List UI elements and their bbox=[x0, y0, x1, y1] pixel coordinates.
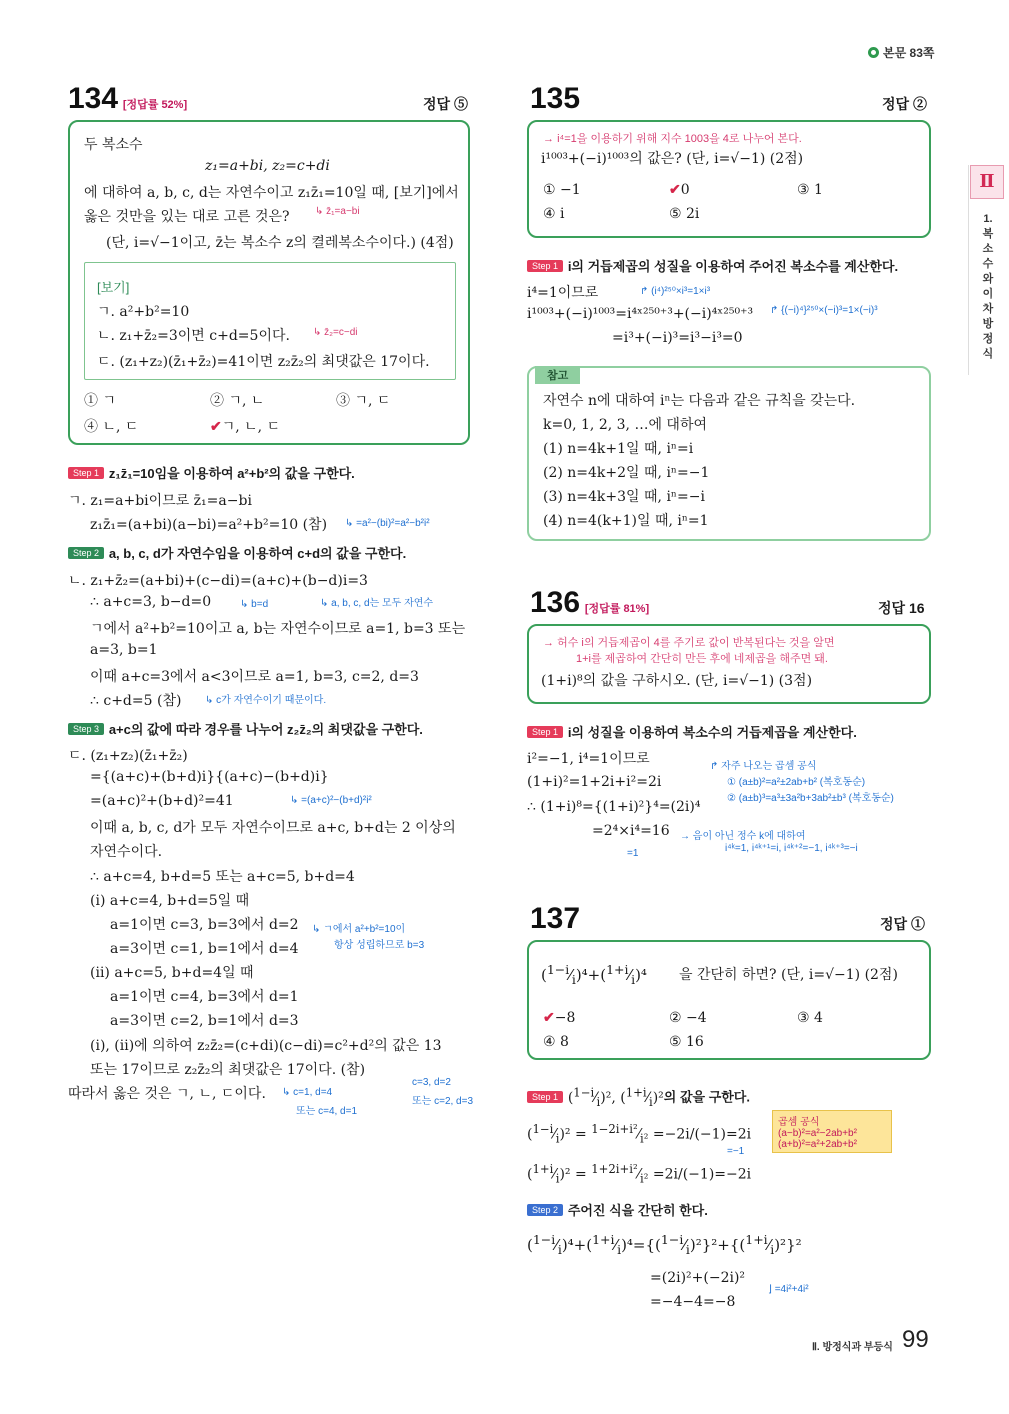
bogi-box bbox=[84, 262, 456, 380]
question-line: 옳은 것만을 있는 대로 고른 것은? bbox=[84, 209, 290, 225]
solution-line: =−4−4=−8 bbox=[650, 1294, 736, 1310]
hint-note: → i⁴=1을 이용하기 위해 지수 1003을 4로 나누어 본다. bbox=[543, 133, 802, 145]
step-2-heading: Step 2 주어진 식을 간단히 한다. bbox=[527, 1200, 708, 1219]
solution-line: $(^{1-i}⁄_i)^4+(^{1+i}⁄_i)^4=\{(^{1-i}⁄_i)^2\}^2+\{(^{1+i}⁄_i)^2\}^2$ bbox=[527, 1232, 802, 1257]
solution-note: ↳ a, b, c, d는 모두 자연수 bbox=[320, 598, 434, 609]
problem-135-box bbox=[527, 120, 931, 238]
bogi-item: ㄷ. (z₁+z₂)(z̄₁+z̄₂)=41이면 z₂z̄₂의 최댓값은 17이다. bbox=[97, 354, 430, 370]
choice-2[interactable]: ✔0 bbox=[669, 182, 690, 198]
solution-line: ∴ a+c=3, b−d=0 bbox=[90, 594, 212, 610]
solution-line: (ⅰ), (ⅱ)에 의하여 z₂z̄₂=(c+di)(c−di)=c²+d²의 값은 13 bbox=[90, 1038, 442, 1054]
circle-icon bbox=[868, 47, 879, 58]
problem-134-box bbox=[68, 120, 470, 445]
problem-number: 136 bbox=[530, 586, 581, 619]
solution-note: ① (a±b)²=a²±2ab+b² (복호동순) bbox=[727, 777, 866, 788]
solution-note: ↳ c=1, d=4 bbox=[282, 1087, 333, 1098]
solution-line: 자연수이다. bbox=[90, 844, 163, 860]
solution-note: ↳ b=d bbox=[240, 599, 269, 610]
question-line: (1+i)⁸의 값을 구하시오. (단, i=√−1) (3점) bbox=[541, 673, 813, 689]
problem-134-header bbox=[68, 82, 187, 116]
reference-line: (3) n=4k+3일 때, iⁿ=−i bbox=[543, 489, 705, 505]
chapter-tab[interactable]: Ⅱ bbox=[970, 165, 1004, 199]
correct-rate: [정답률 52%] bbox=[122, 99, 188, 111]
problem-136-box bbox=[527, 624, 931, 704]
choice-4[interactable]: ④ i bbox=[543, 206, 565, 222]
solution-line: $(^{1+i}⁄_i)^2$ = $^{1+2i+i^2}⁄_{i^2} =2i/(-1)=-2i$ bbox=[527, 1162, 752, 1186]
solution-line: (ⅰ) a+c=4, b+d=5일 때 bbox=[90, 893, 250, 909]
solution-note: ⌋ =4i²+4i² bbox=[768, 1284, 809, 1295]
solution-line: ∴ a+c=4, b+d=5 또는 a+c=5, b+d=4 bbox=[90, 869, 355, 885]
solution-line: ∴ c+d=5 (참) bbox=[90, 693, 182, 709]
choice-5[interactable]: ⑤ 16 bbox=[669, 1034, 704, 1050]
problem-number: 135 bbox=[530, 82, 581, 115]
choice-3[interactable]: ③ 1 bbox=[797, 182, 823, 198]
question-line: 에 대하여 a, b, c, d는 자연수이고 z₁z̄₁=10일 때, [보기]에서 bbox=[84, 185, 459, 201]
reference-box bbox=[527, 366, 931, 541]
answer-label: 정답 ⑤ bbox=[423, 96, 468, 112]
solution-line: z₁z̄₁=(a+bi)(a−bi)=a²+b²=10 (참) bbox=[90, 517, 328, 533]
reference-line: (4) n=4(k+1)일 때, iⁿ=1 bbox=[543, 513, 709, 529]
footer-section: Ⅱ. 방정식과 부등식 bbox=[812, 1342, 893, 1353]
answer-label: 정답 ① bbox=[880, 916, 925, 932]
solution-line: ㄱ. z₁=a+bi이므로 z̄₁=a−bi bbox=[68, 493, 252, 509]
solution-line: =(2i)²+(−2i)² bbox=[650, 1270, 746, 1286]
checkmark-icon: ✔ bbox=[210, 419, 222, 435]
solution-note: 또는 c=2, d=3 bbox=[412, 1096, 474, 1107]
solution-conclusion: 따라서 옳은 것은 ㄱ, ㄴ, ㄷ이다. bbox=[68, 1086, 266, 1102]
choice-1[interactable]: ① −1 bbox=[543, 182, 581, 198]
solution-note: =−1 bbox=[727, 1146, 745, 1157]
solution-line: ∴ (1+i)⁸={(1+i)²}⁴=(2i)⁴ bbox=[527, 799, 701, 815]
choice-2[interactable]: ② −4 bbox=[669, 1010, 707, 1026]
problem-number: 134 bbox=[68, 82, 119, 115]
correct-rate: [정답률 81%] bbox=[584, 603, 650, 615]
solution-note: 또는 c=4, d=1 bbox=[296, 1106, 358, 1117]
step-1-heading: Step 1 i의 거듭제곱의 성질을 이용하여 주어진 복소수를 계산한다. bbox=[527, 256, 898, 275]
hint-note: 1+i를 제곱하여 간단히 만든 후에 네제곱을 해주면 돼. bbox=[576, 653, 828, 665]
solution-note: ↱ (i⁴)²⁵⁰×i³=1×i³ bbox=[640, 286, 711, 297]
answer-label: 정답 16 bbox=[878, 600, 925, 616]
page-reference: 본문 83쪽 bbox=[868, 44, 934, 61]
hint-note: ↳ z̄₂=c−di bbox=[313, 327, 358, 338]
solution-note: ↳ =a²−(bi)²=a²−b²i² bbox=[345, 518, 430, 529]
question-line: 두 복소수 bbox=[84, 137, 143, 153]
step-1-heading: Step 1 z₁z̄₁=10임을 이용하여 a²+b²의 값을 구한다. bbox=[68, 463, 355, 482]
reference-line: (2) n=4k+2일 때, iⁿ=−1 bbox=[543, 465, 710, 481]
solution-note: 항상 성립하므로 b=3 bbox=[334, 940, 425, 951]
solution-note: i⁴ᵏ=1, i⁴ᵏ⁺¹=i, i⁴ᵏ⁺²=−1, i⁴ᵏ⁺³=−i bbox=[725, 843, 858, 854]
reference-line: (1) n=4k+1일 때, iⁿ=i bbox=[543, 441, 694, 457]
choice-3[interactable]: ③ ㄱ, ㄷ bbox=[336, 393, 391, 409]
solution-line: =i³+(−i)³=i³−i³=0 bbox=[612, 330, 743, 346]
solution-line: a=1이면 c=3, b=3에서 d=2 bbox=[110, 917, 299, 933]
reference-line: 자연수 n에 대하여 iⁿ는 다음과 같은 규칙을 갖는다. bbox=[543, 393, 856, 409]
choice-2[interactable]: ② ㄱ, ㄴ bbox=[210, 393, 265, 409]
reference-title: 참고 bbox=[535, 366, 580, 384]
solution-line: i⁴=1이므로 bbox=[527, 285, 599, 301]
solution-line: ㄷ. (z₁+z₂)(z̄₁+z̄₂) bbox=[68, 748, 188, 764]
solution-line: =2⁴×i⁴=16 bbox=[592, 823, 670, 839]
solution-line: i¹⁰⁰³+(−i)¹⁰⁰³=i⁴ˣ²⁵⁰⁺³+(−i)⁴ˣ²⁵⁰⁺³ bbox=[527, 306, 754, 322]
problem-number: 137 bbox=[530, 902, 581, 935]
bogi-item: ㄱ. a²+b²=10 bbox=[97, 304, 190, 320]
step-1-heading: Step 1 i의 성질을 이용하여 복소수의 거듭제곱을 계산한다. bbox=[527, 722, 857, 741]
solution-line: $(^{1-i}⁄_i)^2$ = $^{1-2i+i^2}⁄_{i^2} =-2i/(-1)=2i$ bbox=[527, 1122, 752, 1146]
choice-5[interactable]: ✔ㄱ, ㄴ, ㄷ bbox=[210, 419, 281, 435]
solution-note: ↳ c가 자연수이기 때문이다. bbox=[205, 695, 327, 706]
solution-note: ↳ ㄱ에서 a²+b²=10이 bbox=[312, 924, 406, 935]
bogi-item: ㄴ. z₁+z̄₂=3이면 c+d=5이다. bbox=[97, 328, 290, 344]
question-line: 을 간단히 하면? (단, i=√−1) (2점) bbox=[679, 967, 898, 983]
solution-line: 이때 a+c=3에서 a<3이므로 a=1, b=3, c=2, d=3 bbox=[90, 669, 419, 685]
step-2-heading: Step 2 a, b, c, d가 자연수임을 이용하여 c+d의 값을 구한다. bbox=[68, 543, 406, 562]
question-expression: $(^{1-i}⁄_i)^4+(^{1+i}⁄_i)^4$ bbox=[541, 962, 647, 987]
solution-line: i²=−1, i⁴=1이므로 bbox=[527, 751, 650, 767]
solution-note: ↱ {(−i)⁴}²⁵⁰×(−i)³=1×(−i)³ bbox=[770, 305, 878, 316]
choice-4[interactable]: ④ 8 bbox=[543, 1034, 569, 1050]
checkmark-icon: ✔ bbox=[543, 1010, 555, 1026]
solution-line: (ⅱ) a+c=5, b+d=4일 때 bbox=[90, 965, 254, 981]
solution-line: 이때 a, b, c, d가 모두 자연수이므로 a+c, b+d는 2 이상의 bbox=[90, 820, 456, 836]
question-condition: (단, i=√−1이고, z̄는 복소수 z의 켤레복소수이다.) (4점) bbox=[106, 235, 454, 251]
solution-note: c=3, d=2 bbox=[412, 1077, 451, 1088]
solution-note: ↳ =(a+c)²−(b+d)²i² bbox=[290, 795, 372, 806]
choice-4[interactable]: ④ ㄴ, ㄷ bbox=[84, 419, 139, 435]
problem-137-box bbox=[527, 940, 931, 1060]
page-number: 99 bbox=[902, 1326, 929, 1353]
formula-box: 곱셈 공식 (a−b)²=a²−2ab+b² (a+b)²=a²+2ab+b² bbox=[772, 1110, 892, 1153]
reference-line: k=0, 1, 2, 3, …에 대하여 bbox=[543, 417, 707, 433]
solution-line: a=3이면 c=2, b=1에서 d=3 bbox=[110, 1013, 299, 1029]
choice-5[interactable]: ⑤ 2i bbox=[669, 206, 700, 222]
choice-1[interactable]: ① ㄱ bbox=[84, 393, 116, 409]
problem-136-header bbox=[530, 586, 649, 620]
solution-line: (1+i)²=1+2i+i²=2i bbox=[527, 774, 662, 790]
solution-line: a=3이면 c=1, b=1에서 d=4 bbox=[110, 941, 299, 957]
solution-note: ② (a±b)³=a³±3a²b+3ab²±b³ (복호동순) bbox=[727, 793, 894, 804]
choice-3[interactable]: ③ 4 bbox=[797, 1010, 823, 1026]
solution-line: =(a+c)²+(b+d)²=41 bbox=[90, 793, 234, 809]
solution-line: ㄱ에서 a²+b²=10이고 a, b는 자연수이므로 a=1, b=3 또는 bbox=[90, 621, 466, 637]
chapter-label: 1. 복소수와 이차방정식 bbox=[982, 213, 994, 360]
solution-note: =1 bbox=[627, 848, 639, 859]
answer-label: 정답 ② bbox=[882, 96, 927, 112]
step-3-heading: Step 3 a+c의 값에 따라 경우를 나누어 z₂z̄₂의 최댓값을 구한다. bbox=[68, 719, 423, 738]
solution-line: ㄴ. z₁+z̄₂=(a+bi)+(c−di)=(a+c)+(b−d)i=3 bbox=[68, 573, 368, 589]
bogi-title: [보기] bbox=[97, 280, 130, 295]
checkmark-icon: ✔ bbox=[669, 182, 681, 198]
solution-note: ↱ 자주 나오는 곱셈 공식 bbox=[710, 761, 817, 772]
solution-line: a=1이면 c=4, b=3에서 d=1 bbox=[110, 989, 299, 1005]
choice-1[interactable]: ✔−8 bbox=[543, 1010, 576, 1026]
question-line: z₁=a+bi, z₂=c+di bbox=[205, 158, 330, 174]
solution-line: a=3, b=1 bbox=[90, 642, 158, 658]
step-1-heading: Step 1 $(^{1-i}⁄_i)^2$, $(^{1+i}⁄_i)^2$의 값을 구한다. bbox=[527, 1085, 750, 1108]
hint-note: ↳ z̄₁=a−bi bbox=[315, 206, 360, 217]
solution-line: 또는 17이므로 z₂z̄₂의 최댓값은 17이다. (참) bbox=[90, 1062, 366, 1078]
solution-note: → 음이 아닌 정수 k에 대하여 bbox=[680, 831, 806, 842]
hint-note: → 허수 i의 거듭제곱이 4를 주기로 값이 반복된다는 것을 알면 bbox=[543, 637, 835, 649]
question-line: i¹⁰⁰³+(−i)¹⁰⁰³의 값은? (단, i=√−1) (2점) bbox=[541, 151, 804, 167]
solution-line: ={(a+c)+(b+d)i}{(a+c)−(b+d)i} bbox=[90, 769, 329, 785]
